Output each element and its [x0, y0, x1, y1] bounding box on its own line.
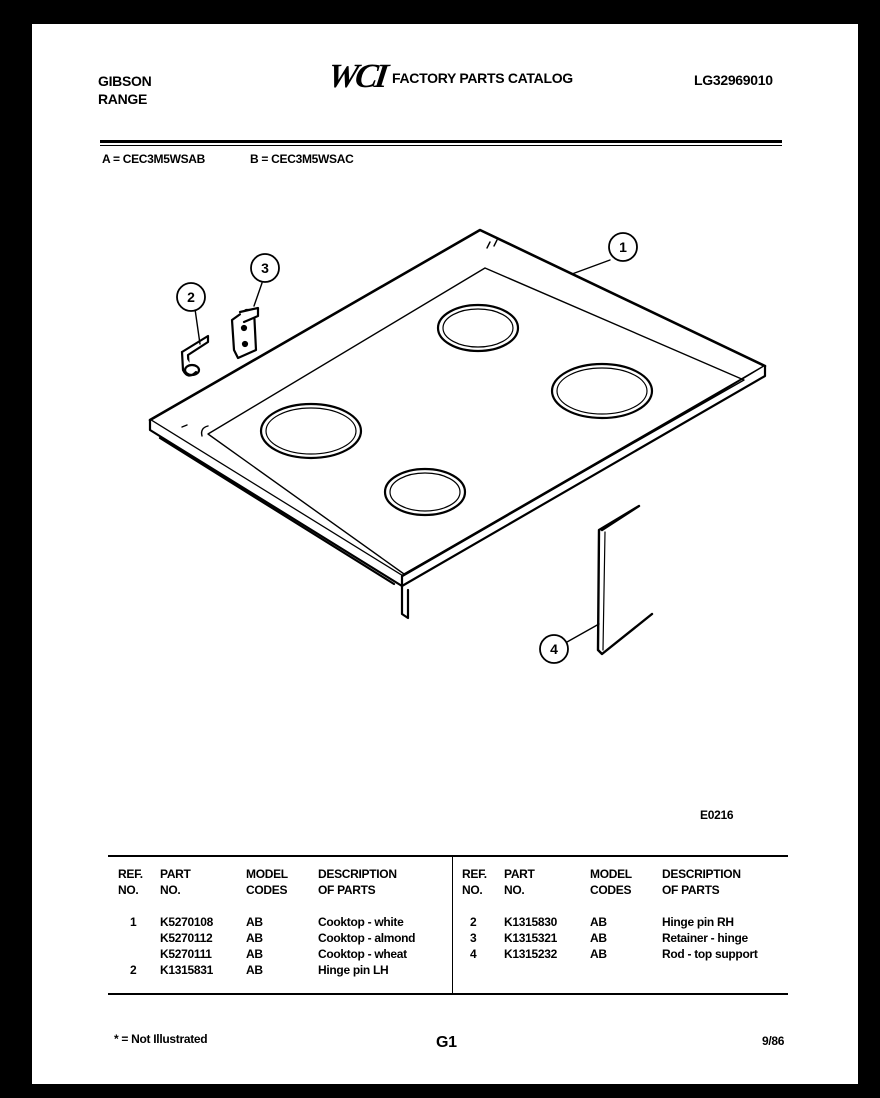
hinge-pin-part [182, 336, 208, 376]
product-type: RANGE [98, 91, 148, 107]
header-part: PART NO. [504, 867, 535, 897]
table-header-row [462, 866, 792, 898]
table-header-row [118, 866, 458, 898]
retainer-hinge-part [232, 308, 258, 358]
table-row: 2 K1315830 AB Hinge pin RH [470, 915, 734, 929]
header-model: MODEL CODES [246, 867, 288, 897]
header-part: PART NO. [160, 867, 191, 897]
callout-4: 4 [550, 641, 558, 657]
table-row: K5270112 AB Cooktop - almond [160, 931, 416, 945]
support-rod-part [598, 506, 652, 654]
header-model: MODEL CODES [590, 867, 632, 897]
catalog-page [32, 24, 858, 1084]
model-b: B = CEC3M5WSAC [250, 152, 354, 166]
table-bottom-rule [108, 993, 788, 995]
catalog-title: FACTORY PARTS CATALOG [392, 70, 573, 86]
header-desc: DESCRIPTION OF PARTS [318, 867, 397, 897]
cooktop-part [150, 230, 765, 618]
header-desc: DESCRIPTION OF PARTS [662, 867, 741, 897]
table-row: K5270111 AB Cooktop - wheat [160, 947, 407, 961]
header-ref: REF. NO. [118, 867, 143, 897]
catalog-number: LG32969010 [694, 72, 773, 88]
page-number: G1 [436, 1034, 457, 1051]
parts-table-left [118, 866, 458, 978]
table-row: 2 K1315831 AB Hinge pin LH [130, 963, 389, 977]
table-top-rule [108, 855, 788, 857]
parts-table-right [462, 866, 792, 962]
model-a: A = CEC3M5WSAB [102, 152, 206, 166]
figure-code: E0216 [700, 808, 734, 822]
brand-name: GIBSON [98, 73, 152, 89]
catalog-date: 9/86 [762, 1034, 785, 1048]
cooktop-exploded-diagram [32, 24, 858, 804]
callout-2: 2 [187, 289, 195, 305]
wci-logo: WCI [325, 58, 388, 95]
table-row: 4 K1315232 AB Rod - top support [470, 947, 758, 961]
header-ref: REF. NO. [462, 867, 487, 897]
table-row: 3 K1315321 AB Retainer - hinge [470, 931, 748, 945]
callout-1: 1 [619, 239, 627, 255]
not-illustrated-note: * = Not Illustrated [114, 1032, 208, 1046]
table-row: 1 K5270108 AB Cooktop - white [130, 915, 404, 929]
callout-3: 3 [261, 260, 269, 276]
